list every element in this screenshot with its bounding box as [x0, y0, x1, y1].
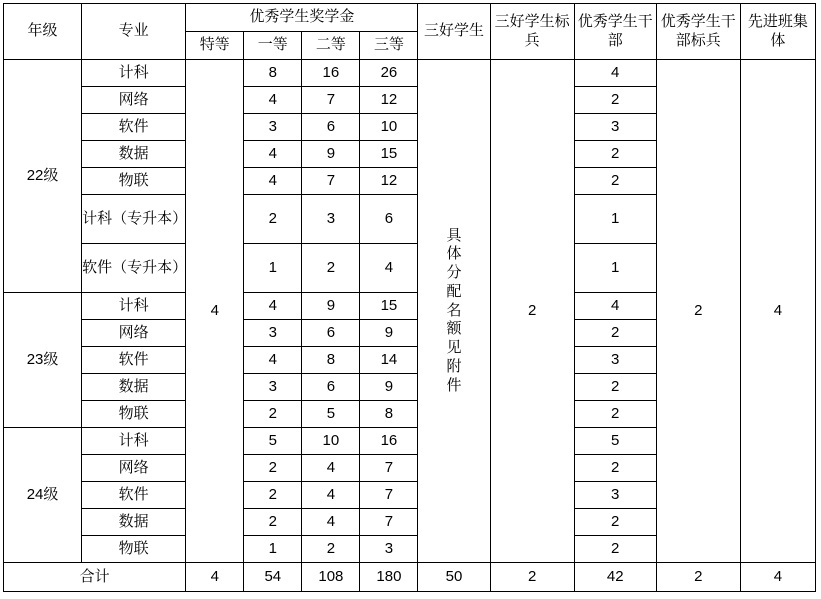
- cadre-count: 2: [574, 509, 656, 536]
- major-name: 数据: [82, 509, 186, 536]
- major-name: 数据: [82, 374, 186, 401]
- total-good-student: 50: [418, 563, 490, 592]
- major-name: 计科: [82, 293, 186, 320]
- major-name: 物联: [82, 536, 186, 563]
- first-level-count: 2: [244, 509, 302, 536]
- header-grade: 年级: [4, 4, 82, 60]
- first-level-count: 2: [244, 401, 302, 428]
- total-row: [4, 563, 816, 592]
- total-special: 4: [186, 563, 244, 592]
- major-name: 物联: [82, 168, 186, 195]
- second-level-count: 4: [302, 509, 360, 536]
- second-level-count: 2: [302, 244, 360, 293]
- grade-label-24: 24级: [4, 428, 82, 563]
- second-level-count: 10: [302, 428, 360, 455]
- major-name: 计科: [82, 60, 186, 87]
- cadre-count: 2: [574, 374, 656, 401]
- third-level-count: 7: [360, 455, 418, 482]
- first-level-count: 8: [244, 60, 302, 87]
- cadre-count: 2: [574, 320, 656, 347]
- first-level-count: 3: [244, 320, 302, 347]
- note-char: 名: [446, 301, 462, 319]
- third-level-count: 15: [360, 293, 418, 320]
- second-level-count: 5: [302, 401, 360, 428]
- cadre-count: 1: [574, 244, 656, 293]
- header-level-third: 三等: [360, 32, 418, 60]
- third-level-count: 16: [360, 428, 418, 455]
- second-level-count: 9: [302, 141, 360, 168]
- third-level-count: 26: [360, 60, 418, 87]
- second-level-count: 9: [302, 293, 360, 320]
- third-level-count: 3: [360, 536, 418, 563]
- major-name: 软件: [82, 347, 186, 374]
- header-advanced-class: 先进班集体: [740, 4, 815, 60]
- cadre-count: 2: [574, 141, 656, 168]
- good-student-note: [418, 60, 490, 563]
- major-name: 物联: [82, 401, 186, 428]
- second-level-count: 6: [302, 320, 360, 347]
- header-good-student-model: 三好学生标兵: [490, 4, 574, 60]
- table-row: [4, 60, 816, 87]
- major-name: 计科（专升本）: [82, 195, 186, 244]
- third-level-count: 9: [360, 374, 418, 401]
- first-level-count: 4: [244, 87, 302, 114]
- first-level-count: 2: [244, 482, 302, 509]
- first-level-count: 4: [244, 293, 302, 320]
- third-level-count: 7: [360, 509, 418, 536]
- total-label: 合计: [4, 563, 186, 592]
- third-level-count: 12: [360, 87, 418, 114]
- cadre-count: 2: [574, 536, 656, 563]
- third-level-count: 10: [360, 114, 418, 141]
- total-cadre-model: 2: [656, 563, 740, 592]
- second-level-count: 4: [302, 482, 360, 509]
- third-level-count: 6: [360, 195, 418, 244]
- cadre-count: 4: [574, 293, 656, 320]
- note-char: 见: [446, 339, 462, 357]
- cadre-count: 2: [574, 87, 656, 114]
- total-advanced-class: 4: [740, 563, 815, 592]
- second-level-count: 6: [302, 114, 360, 141]
- major-name: 计科: [82, 428, 186, 455]
- major-name: 网络: [82, 455, 186, 482]
- cadre-count: 3: [574, 114, 656, 141]
- third-level-count: 12: [360, 168, 418, 195]
- major-name: 网络: [82, 320, 186, 347]
- total-third: 180: [360, 563, 418, 592]
- third-level-count: 8: [360, 401, 418, 428]
- first-level-count: 4: [244, 168, 302, 195]
- note-char: 件: [446, 376, 462, 394]
- second-level-count: 7: [302, 87, 360, 114]
- cadre-count: 3: [574, 347, 656, 374]
- third-level-count: 4: [360, 244, 418, 293]
- second-level-count: 8: [302, 347, 360, 374]
- total-good-student-model: 2: [490, 563, 574, 592]
- header-excellent-cadre: 优秀学生干部: [574, 4, 656, 60]
- major-name: 软件: [82, 114, 186, 141]
- header-row-primary: [4, 4, 816, 32]
- cadre-count: 3: [574, 482, 656, 509]
- note-char: 配: [446, 282, 462, 300]
- note-char: 附: [446, 357, 462, 375]
- second-level-count: 2: [302, 536, 360, 563]
- cadre-count: 2: [574, 401, 656, 428]
- major-name: 数据: [82, 141, 186, 168]
- third-level-count: 15: [360, 141, 418, 168]
- first-level-count: 2: [244, 455, 302, 482]
- grade-label-22: 22级: [4, 60, 82, 293]
- cadre-count: 4: [574, 60, 656, 87]
- cadre-count: 2: [574, 168, 656, 195]
- header-good-student: 三好学生: [418, 4, 490, 60]
- first-level-count: 5: [244, 428, 302, 455]
- cadre-model-merged: 2: [656, 60, 740, 563]
- header-scholarship-group: 优秀学生奖学金: [186, 4, 418, 32]
- special-level-merged: 4: [186, 60, 244, 563]
- first-level-count: 1: [244, 244, 302, 293]
- header-level-second: 二等: [302, 32, 360, 60]
- total-cadre: 42: [574, 563, 656, 592]
- note-char: 具: [446, 226, 462, 244]
- total-second: 108: [302, 563, 360, 592]
- first-level-count: 4: [244, 347, 302, 374]
- good-student-model-merged: 2: [490, 60, 574, 563]
- first-level-count: 1: [244, 536, 302, 563]
- header-major: 专业: [82, 4, 186, 60]
- second-level-count: 4: [302, 455, 360, 482]
- total-first: 54: [244, 563, 302, 592]
- grade-label-23: 23级: [4, 293, 82, 428]
- first-level-count: 2: [244, 195, 302, 244]
- first-level-count: 4: [244, 141, 302, 168]
- header-level-first: 一等: [244, 32, 302, 60]
- note-char: 分: [446, 264, 462, 282]
- second-level-count: 7: [302, 168, 360, 195]
- second-level-count: 3: [302, 195, 360, 244]
- first-level-count: 3: [244, 374, 302, 401]
- quota-table: [3, 3, 816, 592]
- cadre-count: 1: [574, 195, 656, 244]
- second-level-count: 6: [302, 374, 360, 401]
- cadre-count: 2: [574, 455, 656, 482]
- advanced-class-merged: 4: [740, 60, 815, 563]
- third-level-count: 7: [360, 482, 418, 509]
- major-name: 软件: [82, 482, 186, 509]
- third-level-count: 14: [360, 347, 418, 374]
- major-name: 网络: [82, 87, 186, 114]
- major-name: 软件（专升本）: [82, 244, 186, 293]
- header-level-special: 特等: [186, 32, 244, 60]
- note-char: 体: [446, 245, 462, 263]
- cadre-count: 5: [574, 428, 656, 455]
- header-excellent-cadre-model: 优秀学生干部标兵: [656, 4, 740, 60]
- second-level-count: 16: [302, 60, 360, 87]
- note-char: 额: [446, 320, 462, 338]
- third-level-count: 9: [360, 320, 418, 347]
- first-level-count: 3: [244, 114, 302, 141]
